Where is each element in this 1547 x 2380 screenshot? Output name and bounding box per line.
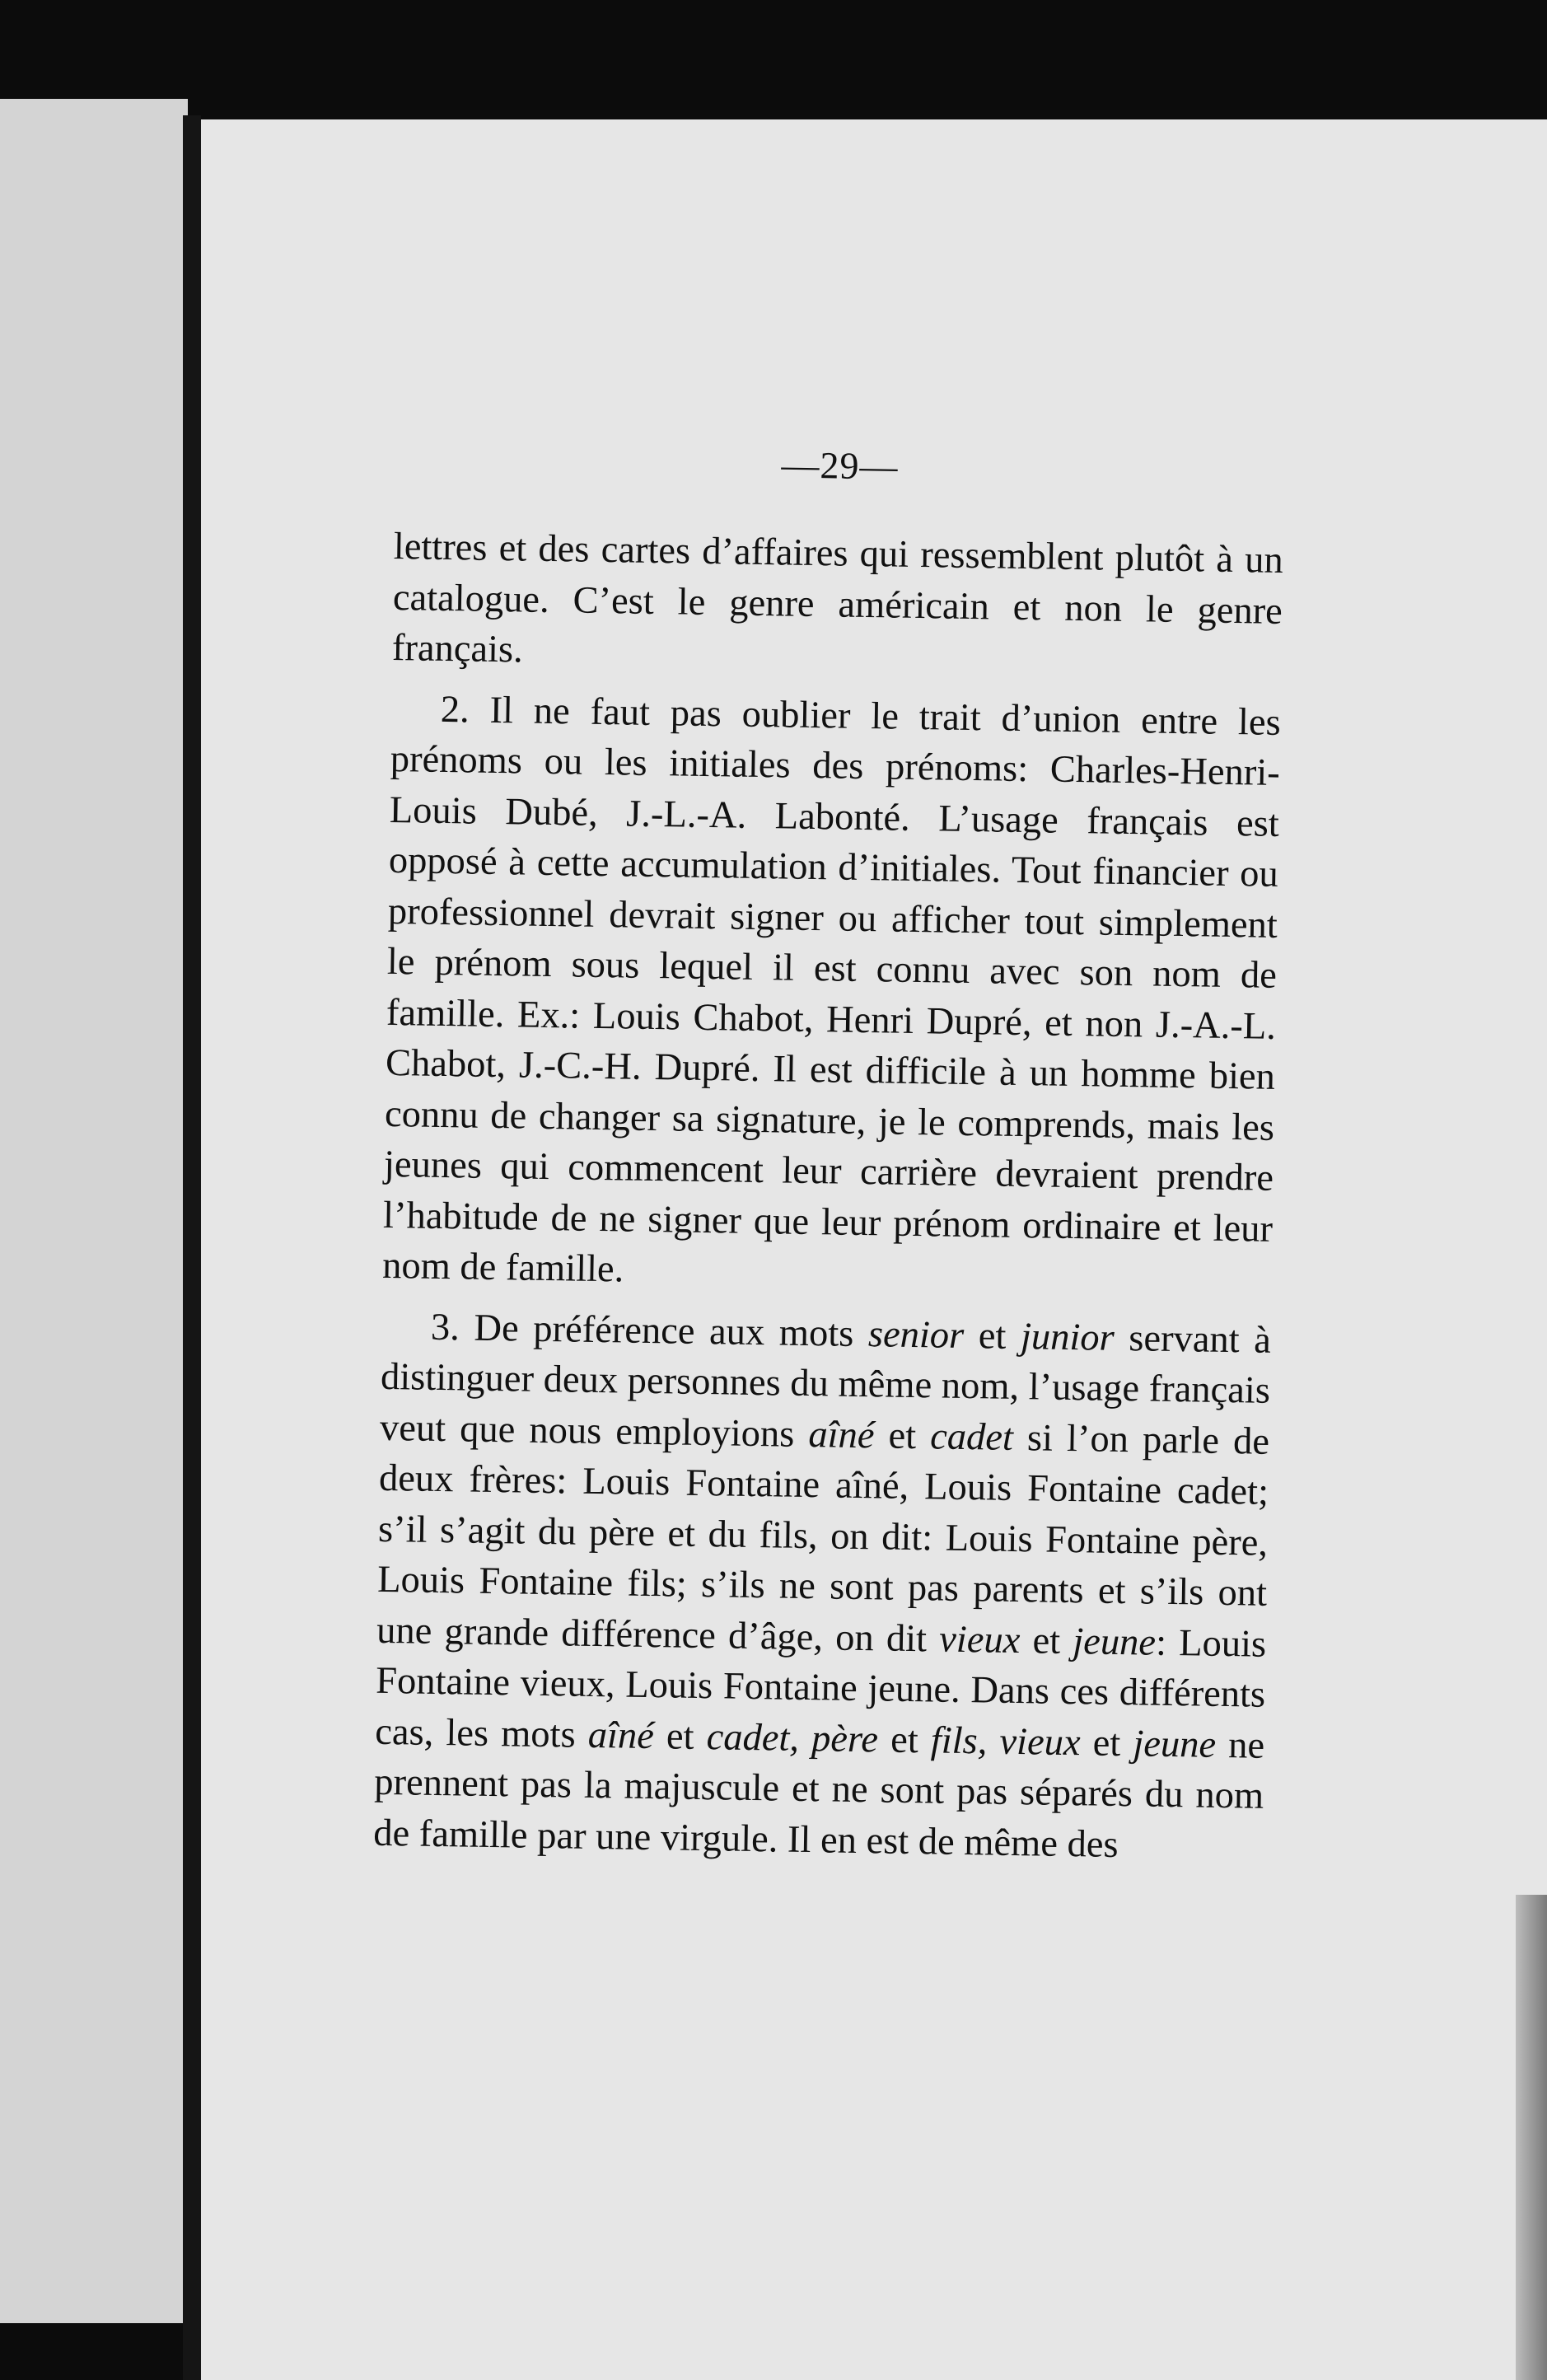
paragraph-3: 3. De préférence aux mots senior et junior servant à distinguer deux personnes du même nom, l’usage français veut que nous employions aîné et cadet si l’on parle de deux frères: Louis Fontaine aîné, Louis Fontaine cadet; s’il s’agit du père et du fils, on dit: Louis Fontaine père, Louis Fontaine fils; s’ils ne sont pas parents et s’ils ont une grande différence d’âge, on dit vieux et jeune: Louis Fontaine vieux, Louis Fontaine jeune. Dans ces différents cas, les mots aîné et cadet, père et fils, vieux et jeune ne prennent pas la majuscule et ne sont pas séparés du nom de famille par une virgule. Il en est de même des xyxy=(372,1306,1272,1866)
page-number: —29— xyxy=(781,443,899,488)
paragraph-2: 2. Il ne faut pas oublier le trait d’union entre les prénoms ou les initiales des prénoms: Charles-Henri-Louis Dubé, J.-L.-A. Labonté. L’usage français est opposé à cette accumulation d’initiales. Tout financier ou professionnel devrait signer ou afficher tout simplement le prénom sous lequel il est connu avec son nom de famille. Ex.: Louis Chabot, Henri Dupré, et non J.-A.-L. Chabot, J.-C.-H. Dupré. Il est difficile à un homme bien connu de changer sa signature, je le comprends, mais les jeunes qui commencent leur carrière devraient prendre l’habitude de ne signer que leur prénom ordinaire et leur nom de famille. xyxy=(381,688,1282,1291)
book-spine xyxy=(183,115,201,2380)
page-stack-edge xyxy=(1516,1895,1547,2380)
paragraph-continued: lettres et des cartes d’affaires qui ressemblent plutôt à un catalogue. C’est le genre américain et non le genre français. xyxy=(391,525,1284,671)
page-text xyxy=(373,437,1285,1873)
facing-page-edge xyxy=(0,99,188,2323)
